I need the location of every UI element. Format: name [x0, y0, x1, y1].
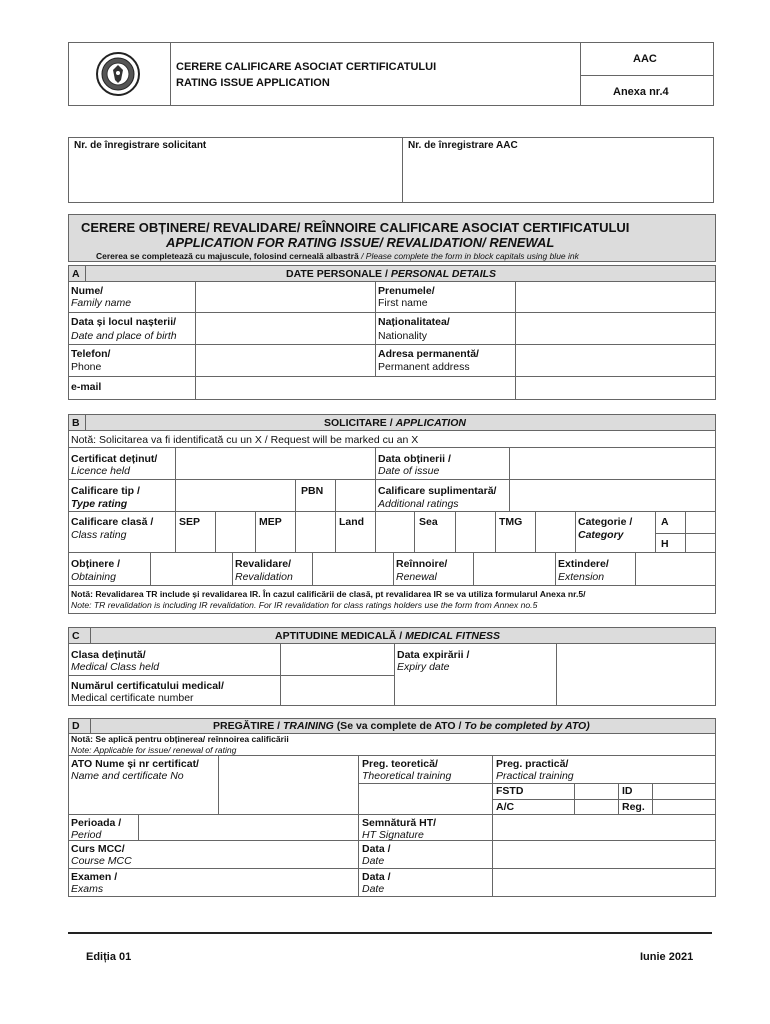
- b-r3-v3: [255, 511, 256, 552]
- tmg-label: TMG: [499, 516, 523, 528]
- section-c-line-0: [68, 643, 716, 644]
- form-instruction: [96, 251, 579, 261]
- expiry-date-label-en: Expiry date: [397, 661, 450, 673]
- section-c-title: [275, 630, 500, 642]
- section-d-title-en2: To be completed by ATO): [464, 720, 590, 732]
- first-name-label-ro: Prenumele/: [378, 285, 435, 297]
- type-rating-field[interactable]: [177, 481, 294, 510]
- medical-class-label-en: Medical Class held: [71, 661, 160, 673]
- theory-label-ro: Preg. teoretică/: [362, 758, 438, 770]
- obtaining-checkbox[interactable]: [152, 554, 231, 584]
- additional-ratings-label-ro: Calificare suplimentară/: [378, 485, 497, 497]
- section-a-title-ro: DATE PERSONALE /: [286, 268, 388, 280]
- renewal-checkbox[interactable]: [475, 554, 554, 584]
- b-r4-v6: [555, 552, 556, 585]
- id-field[interactable]: [654, 785, 715, 798]
- exams-label-ro: Examen /: [71, 871, 118, 883]
- section-a-title: [286, 268, 496, 280]
- address-label-en: Permanent address: [378, 361, 470, 373]
- sep-checkbox[interactable]: [217, 513, 254, 551]
- birth-label-en: Date and place of birth: [71, 330, 177, 342]
- instruction-en: / Please complete the form in block capitals using blue ink: [361, 251, 579, 261]
- section-d-title: [213, 720, 590, 732]
- b-r3-v12: [655, 511, 656, 552]
- obtaining-label-en: Obtaining: [71, 571, 116, 583]
- reg-label: Reg.: [622, 801, 645, 813]
- sep-label: SEP: [179, 516, 201, 528]
- renewal-label-ro: Reînnoire/: [396, 558, 448, 570]
- b-r2-v3: [335, 479, 336, 511]
- b-r4-v2: [232, 552, 233, 585]
- section-d-v-mid: [358, 755, 359, 897]
- b-r1-v1: [175, 447, 176, 479]
- b-r3-v4: [295, 511, 296, 552]
- revalidation-note-ro: Notă: Revalidarea TR include și revalidarea IR. În cazul calificării de clasă, pt revalidarea IR se va utiliza formularul Anexa nr.5/: [71, 589, 586, 599]
- footer-rule: [68, 932, 712, 934]
- section-c-letter: C: [72, 630, 80, 642]
- extension-checkbox[interactable]: [637, 554, 715, 584]
- extension-label-ro: Extindere/: [558, 558, 609, 570]
- section-d-fstd-mid: [492, 799, 716, 800]
- issue-date-label-en: Date of issue: [378, 465, 440, 477]
- nationality-label-ro: Naționalitatea/: [378, 316, 450, 328]
- section-c-title-en: MEDICAL FITNESS: [405, 630, 500, 642]
- ato-label-ro: ATO Nume și nr certificat/: [71, 758, 199, 770]
- section-a-row-line-1: [68, 312, 716, 313]
- land-label: Land: [339, 516, 365, 528]
- course-date-field[interactable]: [494, 842, 715, 867]
- land-checkbox[interactable]: [377, 513, 413, 551]
- expiry-date-label-ro: Data expirării /: [397, 649, 470, 661]
- section-a-row-line-2: [68, 344, 716, 345]
- b-r2-v2: [295, 479, 296, 511]
- class-rating-label-ro: Calificare clasă /: [71, 516, 154, 528]
- b-r3-v8: [455, 511, 456, 552]
- section-b-note: Notă: Solicitarea va fi identificată cu un X / Request will be marked cu an X: [71, 434, 419, 446]
- b-r3-v6: [375, 511, 376, 552]
- section-a-letter: A: [72, 268, 80, 280]
- section-c-v3: [556, 643, 557, 706]
- course-date-label-en: Date: [362, 855, 385, 867]
- course-date-label-ro: Data /: [362, 843, 391, 855]
- birth-label-ro: Data și locul nașterii/: [71, 316, 177, 328]
- applicant-registration-label: Nr. de înregistrare solicitant: [74, 140, 207, 151]
- b-r3-v10: [535, 511, 536, 552]
- ato-label-en: Name and certificate No: [71, 770, 184, 782]
- period-label-ro: Perioada /: [71, 817, 122, 829]
- b-r3-v1: [175, 511, 176, 552]
- revalidation-label-en: Revalidation: [235, 571, 293, 583]
- section-b-title: [324, 417, 466, 429]
- signature-label-ro: Semnătură HT/: [362, 817, 437, 829]
- section-d-title-en: TRAINING: [283, 720, 334, 732]
- b-r2-v4: [375, 479, 376, 511]
- section-a-letter-divider: [85, 265, 86, 281]
- section-d-line-1: [68, 755, 716, 756]
- ac-label: A/C: [496, 801, 515, 813]
- form-title-ro: CERERE OBȚINERE/ REVALIDARE/ REÎNNOIRE CALIFICARE ASOCIAT CERTIFICATULUI: [81, 220, 630, 235]
- category-a-label: A: [661, 516, 669, 528]
- phone-field[interactable]: [197, 346, 373, 375]
- licence-held-label-en: Licence held: [71, 465, 130, 477]
- header-divider-3: [580, 75, 714, 76]
- b-r4-v3: [312, 552, 313, 585]
- exams-field[interactable]: [140, 870, 357, 896]
- practical-label-en: Practical training: [496, 770, 574, 782]
- b-r1-v2: [375, 447, 376, 479]
- category-h-label: H: [661, 538, 669, 550]
- exams-date-label-en: Date: [362, 883, 385, 895]
- pbn-label: PBN: [301, 485, 324, 497]
- header-divider-1: [170, 42, 171, 106]
- section-c-line-1: [68, 675, 394, 676]
- phone-label-en: Phone: [71, 361, 102, 373]
- type-rating-label-en: Type rating: [71, 498, 128, 510]
- aac-registration-field[interactable]: [404, 154, 712, 201]
- course-label-en: Course MCC: [71, 855, 132, 867]
- section-d-fstd-v3: [652, 783, 653, 814]
- b-r3-h1: [655, 533, 716, 534]
- b-r3-v5: [335, 511, 336, 552]
- annex-label: Anexa nr.4: [613, 86, 669, 98]
- training-note-ro: Notă: Se aplică pentru obținerea/ reînnoirea calificării: [71, 734, 289, 744]
- section-a-line: [68, 281, 716, 282]
- instruction-ro: Cererea se completează cu majuscule, folosind cerneală albastră: [96, 251, 359, 261]
- section-b-line-3: [68, 511, 716, 512]
- licence-held-label-ro: Certificat deținut/: [71, 453, 158, 465]
- family-name-field[interactable]: [197, 283, 373, 311]
- section-b-title-en: APPLICATION: [395, 417, 466, 429]
- course-field[interactable]: [140, 842, 357, 867]
- medical-class-label-ro: Clasa deținută/: [71, 649, 146, 661]
- section-d-theory-line: [358, 783, 492, 784]
- id-label: ID: [622, 785, 633, 797]
- training-note-en: Note: Applicable for issue/ renewal of rating: [71, 745, 237, 755]
- section-d-line-2: [68, 814, 716, 815]
- period-label-en: Period: [71, 829, 102, 841]
- medical-number-label-en: Medical certificate number: [71, 692, 194, 704]
- footer-date-label: Iunie 2021: [640, 951, 694, 963]
- b-r2-v5: [509, 479, 510, 511]
- section-d-fstd-v1: [574, 783, 575, 814]
- aac-registration-label: Nr. de înregistrare AAC: [408, 140, 518, 151]
- section-a-col-line-1: [195, 281, 196, 400]
- authority-label: AAC: [633, 53, 657, 65]
- address-label-ro: Adresa permanentă/: [378, 348, 479, 360]
- section-d-period-v: [138, 814, 139, 840]
- section-b-line-0: [68, 430, 716, 431]
- section-d-fstd-top: [492, 783, 716, 784]
- theory-label-en: Theoretical training: [362, 770, 452, 782]
- exams-date-field[interactable]: [494, 870, 715, 896]
- birth-field[interactable]: [197, 314, 373, 343]
- b-r3-v2: [215, 511, 216, 552]
- section-b-line-5: [68, 585, 716, 586]
- section-a-col-line-2: [375, 281, 376, 376]
- obtaining-label-ro: Obținere /: [71, 558, 121, 570]
- practical-label-ro: Preg. practică/: [496, 758, 569, 770]
- section-c-letter-divider: [90, 627, 91, 643]
- reg-field[interactable]: [654, 801, 715, 813]
- mep-label: MEP: [259, 516, 282, 528]
- edition-label: Ediția 01: [86, 951, 132, 963]
- ac-field[interactable]: [576, 801, 617, 813]
- revalidation-label-ro: Revalidare/: [235, 558, 292, 570]
- b-r3-v9: [495, 511, 496, 552]
- additional-ratings-label-en: Additional ratings: [378, 498, 459, 510]
- revalidation-note-en: Note: TR revalidation is including IR revalidation. For IR revalidation for class ratings holders use the form from Annex no.5: [71, 600, 538, 610]
- header-title-ro: CERERE CALIFICARE ASOCIAT CERTIFICATULUI: [176, 61, 437, 73]
- section-b-line-2: [68, 479, 716, 480]
- section-d-title-ro2: (Se va complete de ATO /: [336, 720, 462, 732]
- class-rating-label-en: Class rating: [71, 529, 127, 541]
- phone-label-ro: Telefon/: [71, 348, 111, 360]
- licence-held-field[interactable]: [177, 449, 373, 478]
- sea-label: Sea: [419, 516, 438, 528]
- sea-checkbox[interactable]: [457, 513, 494, 551]
- section-d-line-4: [68, 868, 716, 869]
- section-b-line-1: [68, 447, 716, 448]
- course-label-ro: Curs MCC/: [71, 843, 125, 855]
- nationality-label-en: Nationality: [378, 330, 428, 342]
- family-name-label-ro: Nume/: [71, 285, 104, 297]
- section-b-title-ro: SOLICITARE /: [324, 417, 393, 429]
- tmg-checkbox[interactable]: [537, 513, 574, 551]
- email-field[interactable]: [197, 378, 514, 399]
- period-field[interactable]: [140, 816, 357, 839]
- revalidation-checkbox[interactable]: [314, 554, 392, 584]
- additional-ratings-field[interactable]: [511, 481, 714, 510]
- section-d-v-right: [492, 755, 493, 897]
- nationality-field[interactable]: [517, 314, 714, 343]
- family-name-label-en: Family name: [71, 297, 132, 309]
- signature-field[interactable]: [494, 816, 715, 839]
- renewal-label-en: Renewal: [396, 571, 437, 583]
- b-r3-v13: [685, 511, 686, 552]
- medical-class-field[interactable]: [282, 645, 393, 674]
- section-a-title-en: PERSONAL DETAILS: [390, 268, 497, 280]
- first-name-field[interactable]: [517, 283, 714, 311]
- registration-divider: [402, 137, 403, 203]
- section-d-v-ato: [218, 755, 219, 814]
- fstd-label: FSTD: [496, 785, 524, 797]
- section-b-letter-divider: [85, 414, 86, 430]
- medical-number-label-ro: Numărul certificatului medical/: [71, 680, 224, 692]
- section-d-letter-divider: [90, 718, 91, 733]
- section-d-letter: D: [72, 720, 80, 732]
- b-r4-v5: [473, 552, 474, 585]
- seal-emblem-icon: [96, 52, 140, 96]
- section-a-col-line-3: [515, 281, 516, 400]
- issue-date-label-ro: Data obținerii /: [378, 453, 451, 465]
- email-label: e-mail: [71, 381, 102, 393]
- header-divider-2: [580, 42, 581, 106]
- expiry-date-field[interactable]: [558, 645, 715, 705]
- b-r4-v4: [393, 552, 394, 585]
- exams-date-label-ro: Data /: [362, 871, 391, 883]
- b-r4-v7: [635, 552, 636, 585]
- b-r4-v1: [150, 552, 151, 585]
- section-c-v1: [280, 643, 281, 706]
- theory-field[interactable]: [360, 785, 491, 813]
- category-label-en: Category: [578, 529, 624, 541]
- b-r2-v1: [175, 479, 176, 511]
- header-title-en: RATING ISSUE APPLICATION: [176, 77, 330, 89]
- category-label-ro: Categorie /: [578, 516, 633, 528]
- exams-label-en: Exams: [71, 883, 104, 895]
- section-d-title-ro: PREGĂTIRE /: [213, 720, 281, 732]
- address-field[interactable]: [517, 346, 714, 399]
- signature-label-en: HT Signature: [362, 829, 424, 841]
- b-r1-v3: [509, 447, 510, 479]
- medical-number-field[interactable]: [282, 677, 393, 705]
- ato-field[interactable]: [220, 757, 357, 813]
- section-c-v2: [394, 643, 395, 706]
- b-r3-v7: [414, 511, 415, 552]
- form-title-en: APPLICATION FOR RATING ISSUE/ REVALIDATION/ RENEWAL: [166, 235, 555, 250]
- category-a-checkbox[interactable]: [687, 513, 715, 532]
- pbn-checkbox[interactable]: [337, 481, 374, 510]
- section-c-title-ro: APTITUDINE MEDICALĂ /: [275, 630, 403, 642]
- first-name-label-en: First name: [378, 297, 428, 309]
- issue-date-field[interactable]: [511, 449, 714, 478]
- mep-checkbox[interactable]: [297, 513, 334, 551]
- type-rating-label-ro: Calificare tip /: [71, 485, 140, 497]
- section-b-line-4: [68, 552, 716, 553]
- category-h-checkbox[interactable]: [687, 535, 715, 551]
- fstd-field[interactable]: [576, 785, 617, 798]
- applicant-registration-field[interactable]: [70, 154, 400, 201]
- extension-label-en: Extension: [558, 571, 605, 583]
- section-b-letter: B: [72, 417, 80, 429]
- section-d-fstd-v2: [618, 783, 619, 814]
- b-r3-v11: [575, 511, 576, 552]
